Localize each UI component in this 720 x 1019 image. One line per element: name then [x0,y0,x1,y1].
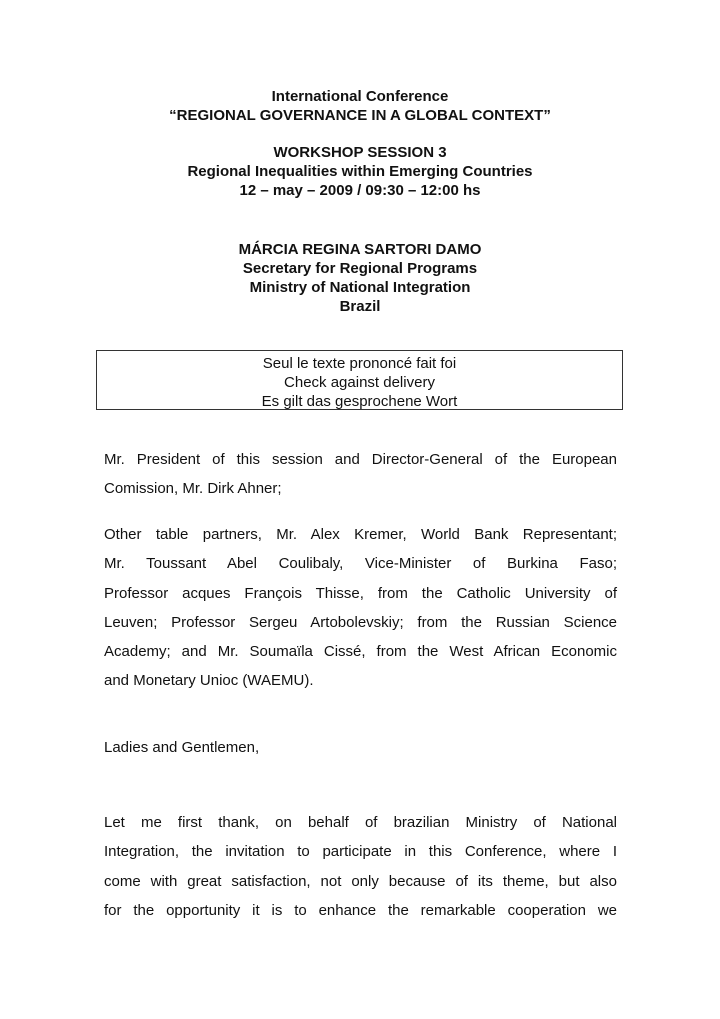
disclaimer-german: Es gilt das gesprochene Wort [261,393,458,410]
disclaimer-english: Check against delivery [284,374,435,391]
text-line: Leuven; Professor Sergeu Artobolevskiy; from the Russian Science [104,613,617,631]
text-line: Mr. President of this session and Director-General of the European [104,451,617,468]
text-line: Let me first thank, on behalf of brazilian Ministry of National [104,814,617,831]
text-line: Professor acques François Thisse, from the Catholic University of [104,584,617,602]
text-line: and Monetary Unioc (WAEMU). [104,672,314,690]
speaker-role: Secretary for Regional Programs [242,260,478,277]
session-date: 12 – may – 2009 / 09:30 – 12:00 hs [239,182,481,199]
text-line: Academy; and Mr. Soumaïla Cissé, from the West African Economic [104,643,617,661]
conference-title: “REGIONAL GOVERNANCE IN A GLOBAL CONTEXT” [169,107,551,124]
speaker-block [0,240,720,316]
partners-paragraph [104,520,617,696]
thanks-paragraph [104,808,617,925]
conference-header [0,87,720,125]
text-line: Comission, Mr. Dirk Ahner; [104,480,282,498]
text-line: Other table partners, Mr. Alex Kremer, World Bank Representant; [104,526,617,543]
conference-name: International Conference [271,88,449,105]
speaker-name: MÁRCIA REGINA SARTORI DAMO [238,241,482,258]
text-line: come with great satisfaction, not only because of its theme, but also [104,872,617,890]
session-number: WORKSHOP SESSION 3 [273,144,447,161]
text-line: for the opportunity it is to enhance the remarkable cooperation we [104,901,617,919]
text-line: Integration, the invitation to participate in this Conference, where I [104,843,617,861]
text-line: Mr. Toussant Abel Coulibaly, Vice-Minister of Burkina Faso; [104,555,617,573]
delivery-disclaimer-box [96,350,623,410]
address-paragraph [104,445,617,504]
speaker-country: Brazil [339,298,381,315]
salutation-paragraph [104,733,617,762]
salutation-line: Ladies and Gentlemen, [104,739,260,756]
disclaimer-french: Seul le texte prononcé fait foi [262,355,457,372]
speaker-ministry: Ministry of National Integration [249,279,471,296]
session-header [0,143,720,200]
session-topic: Regional Inequalities within Emerging Countries [187,163,533,180]
